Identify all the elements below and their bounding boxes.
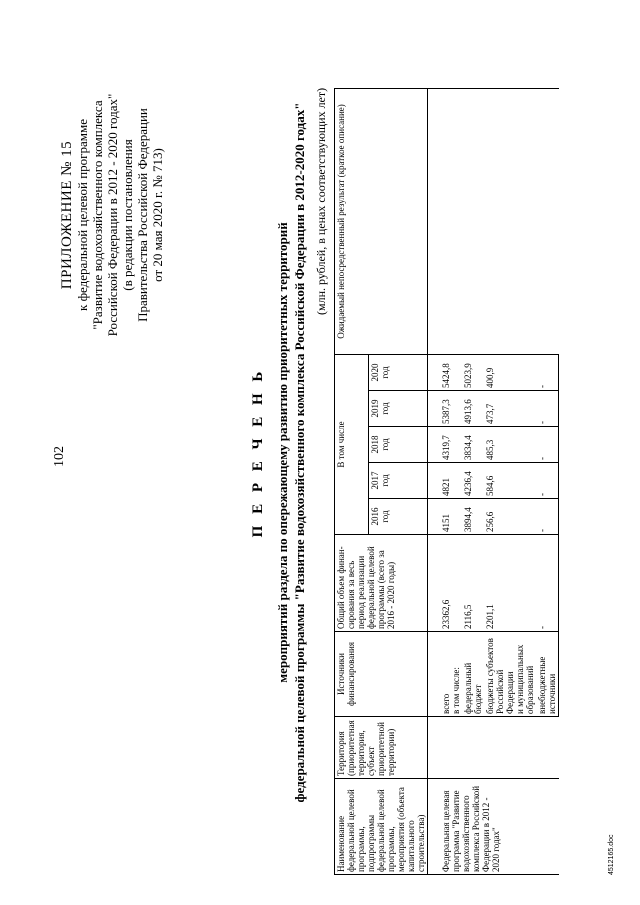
year-cell: 4821 xyxy=(440,463,462,499)
appendix-title: ПРИЛОЖЕНИЕ № 15 xyxy=(59,140,75,290)
header-year: 2016 год xyxy=(368,499,427,535)
header-year: 2018 год xyxy=(368,427,427,463)
year-cell: - xyxy=(536,427,559,463)
year-cell: 256,6 xyxy=(484,499,536,535)
appendix-line: Правительства Российской Федерации xyxy=(135,108,150,322)
total-cell: 2201,1 xyxy=(484,535,536,632)
appendix-line: от 20 мая 2020 г. № 713) xyxy=(150,148,165,282)
year-cell: 584,6 xyxy=(484,463,536,499)
total-cell: 23362,6 xyxy=(440,535,462,632)
year-cell: - xyxy=(536,499,559,535)
funding-table xyxy=(334,88,559,875)
year-cell: - xyxy=(536,463,559,499)
header-total: Общий объем финан-сирования за весь период реализации федеральной целевой программы (всего за 2016 - 2020 годы) xyxy=(335,535,428,632)
table-row xyxy=(440,89,462,875)
source-cell xyxy=(440,632,462,717)
year-cell: 3894,4 xyxy=(462,499,484,535)
header-including: В том числе xyxy=(335,355,369,535)
year-cell: 5387,3 xyxy=(440,391,462,427)
header-territory: Территория (приоритетная территория, субъект приоритетной территории) xyxy=(335,717,428,779)
appendix-line: Российской Федерации в 2012 - 2020 годах" xyxy=(105,93,120,337)
document-subtitle xyxy=(274,0,308,905)
appendix-line: (в редакции постановления xyxy=(120,139,135,291)
appendix-line: "Развитие водохозяйственного комплекса xyxy=(90,100,105,330)
year-cell: 3834,4 xyxy=(462,427,484,463)
appendix-header xyxy=(60,35,165,395)
header-year: 2020 год xyxy=(368,355,427,391)
year-cell: - xyxy=(536,355,559,391)
total-cell: - xyxy=(536,535,559,632)
result-cell xyxy=(440,89,559,355)
header-year: 2019 год xyxy=(368,391,427,427)
source-label: и муниципальных xyxy=(515,644,525,714)
year-cell: 4151 xyxy=(440,499,462,535)
source-cell xyxy=(484,632,536,717)
spacer-row xyxy=(428,89,441,875)
subtitle-line: федеральной целевой программы "Развитие водохозяйственного комплекса Российской Федерации в 2012-2020 годах" xyxy=(292,102,307,803)
year-cell: 5023,9 xyxy=(462,355,484,391)
year-cell: - xyxy=(536,391,559,427)
appendix-line: к федеральной целевой программе xyxy=(75,119,90,311)
total-cell: 2116,5 xyxy=(462,535,484,632)
program-name: Федеральная целевая программа "Развитие водохозяйственного комплекса Российской Федерации в 2012 - 2020 годах" xyxy=(441,785,501,872)
source-label: бюджеты субъектов xyxy=(485,638,495,714)
source-label: источники xyxy=(547,673,557,714)
page-number: 102 xyxy=(52,446,67,467)
territory-cell xyxy=(440,717,559,779)
header-name: Наименование федеральной целевой программы, подпрограммы федеральной целевой программы, мероприятия (объекта капитального строительства) xyxy=(335,779,428,875)
year-cell: 485,3 xyxy=(484,427,536,463)
source-label: в том числе: xyxy=(451,667,461,714)
units-note: (млн. рублей, в ценах соответствующих лет) xyxy=(314,87,328,315)
year-cell: 4236,4 xyxy=(462,463,484,499)
source-cell xyxy=(536,632,559,717)
source-cell xyxy=(462,632,484,717)
header-sources: Источники финансирования xyxy=(335,632,428,717)
header-year: 2017 год xyxy=(368,463,427,499)
source-label: всего xyxy=(441,693,451,714)
header-result: Ожидаемый непосредственный результат (краткое описание) xyxy=(335,89,428,355)
year-cell: 400,9 xyxy=(484,355,536,391)
year-cell: 5424,8 xyxy=(440,355,462,391)
year-cell: 473,7 xyxy=(484,391,536,427)
year-cell: 4319,7 xyxy=(440,427,462,463)
document-title: П Е Р Е Ч Е Н Ь xyxy=(250,367,266,538)
document-reference: 4512165.doc xyxy=(608,834,615,875)
source-label: федеральный бюджет xyxy=(463,662,483,714)
subtitle-line: мероприятий раздела по опережающему развитию приоритетных территорий xyxy=(275,222,290,683)
source-label: образований xyxy=(525,665,535,714)
program-name-cell xyxy=(440,779,559,875)
source-label: внебюджетные xyxy=(537,656,547,714)
year-cell: 4913,6 xyxy=(462,391,484,427)
source-label: Российской Федерации xyxy=(495,669,515,714)
